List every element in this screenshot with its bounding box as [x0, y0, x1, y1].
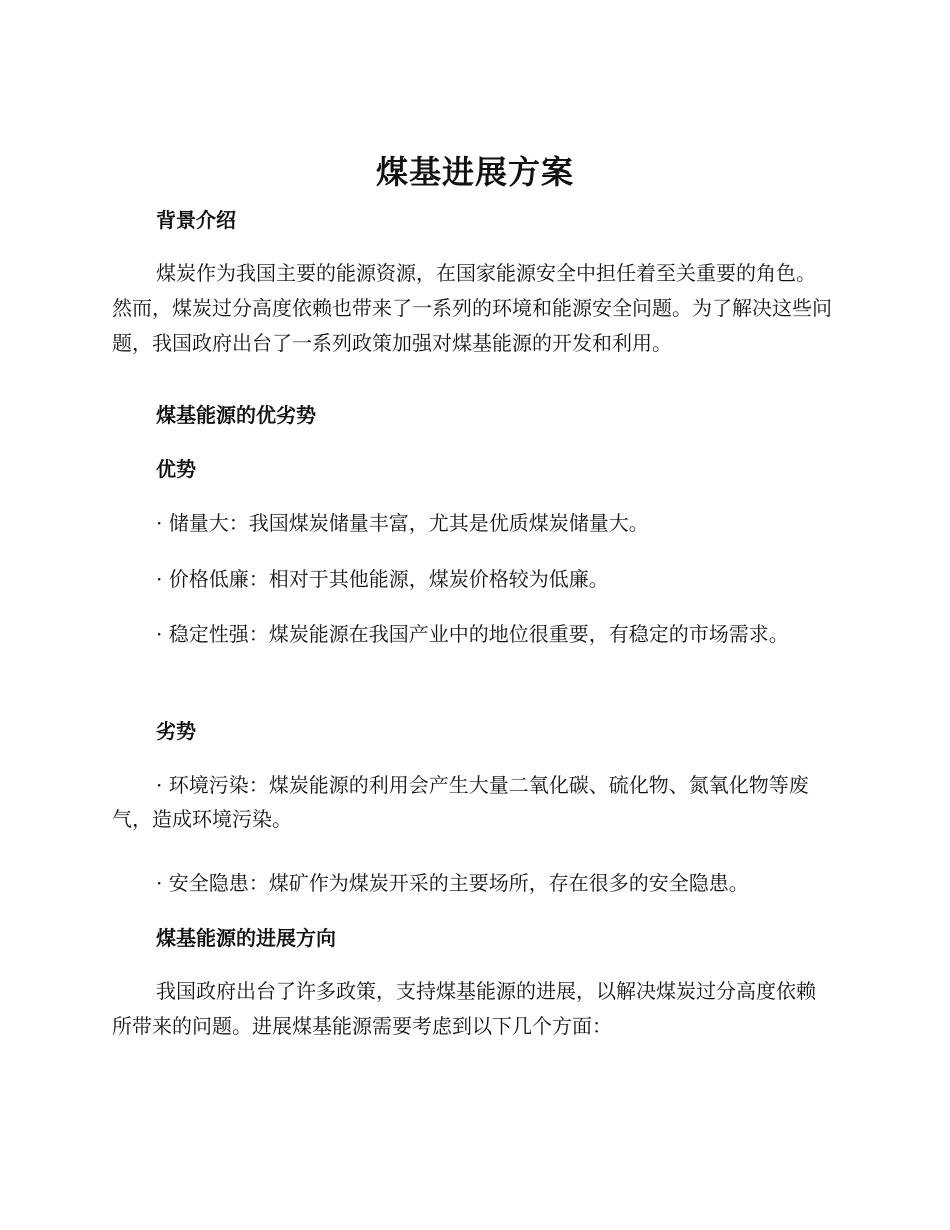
heading-pros: 优势 — [156, 457, 196, 481]
list-item-con-pollution: · 环境污染：煤炭能源的利用会产生大量二氧化碳、硫化物、氮氧化物等废气，造成环境污染。 — [112, 773, 809, 831]
list-item-pro-reserves: · 储量大：我国煤炭储量丰富，尤其是优质煤炭储量大。 — [156, 511, 649, 535]
paragraph-background: 煤炭作为我国主要的能源资源，在国家能源安全中担任着至关重要的角色。然而，煤炭过分高度依赖也带来了一系列的环境和能源安全问题。为了解决这些问题，我国政府出台了一系列政策加强对煤基能源的开发和利用。 — [112, 261, 832, 355]
heading-cons: 劣势 — [156, 719, 196, 743]
heading-direction: 煤基能源的进展方向 — [156, 926, 336, 950]
document-title: 煤基进展方案 — [375, 153, 574, 191]
list-item-pro-price: · 价格低廉：相对于其他能源，煤炭价格较为低廉。 — [156, 567, 609, 591]
list-item-con-safety: · 安全隐患：煤矿作为煤炭开采的主要场所，存在很多的安全隐患。 — [156, 871, 749, 895]
heading-pros-cons: 煤基能源的优劣势 — [156, 403, 316, 427]
paragraph-direction: 我国政府出台了许多政策，支持煤基能源的进展，以解决煤炭过分高度依赖所带来的问题。进展煤基能源需要考虑到以下几个方面： — [112, 979, 816, 1038]
heading-background: 背景介绍 — [156, 208, 236, 232]
list-item-pro-stability: · 稳定性强：煤炭能源在我国产业中的地位很重要，有稳定的市场需求。 — [156, 622, 789, 646]
